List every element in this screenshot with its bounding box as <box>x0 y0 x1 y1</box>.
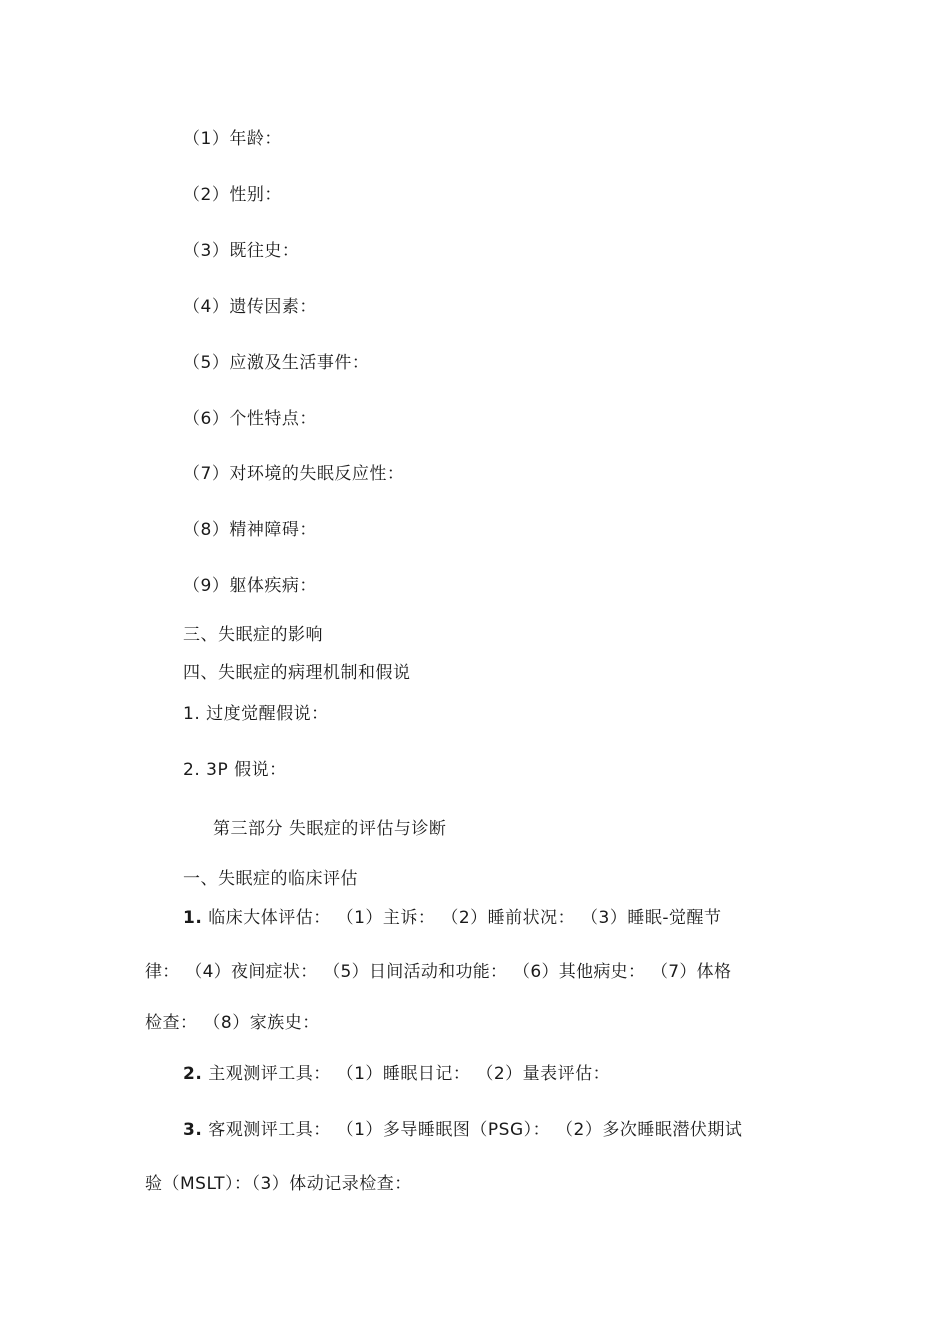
factor-item: （7）对环境的失眠反应性： <box>183 464 405 484</box>
factor-item: （5）应激及生活事件： <box>183 353 370 373</box>
assessment-item-3 <box>183 1118 742 1142</box>
item-text: 客观测评工具： （1）多导睡眠图（PSG）： （2）多次睡眠潜伏期试 <box>208 1120 743 1140</box>
section-heading-mechanism: 四、失眠症的病理机制和假说 <box>183 663 411 683</box>
factor-item: （8）精神障碍： <box>183 520 317 540</box>
assessment-item-1 <box>183 906 722 930</box>
hypothesis-item: 2. 3P 假说： <box>183 760 287 780</box>
item-text: 临床大体评估： （1）主诉： （2）睡前状况： （3）睡眠-觉醒节 <box>208 908 722 928</box>
assessment-item-1-continued: 律： （4）夜间症状： （5）日间活动和功能： （6）其他病史： （7）体格 <box>145 962 732 982</box>
item-number: 1. <box>183 908 203 928</box>
factor-item: （2）性别： <box>183 185 282 205</box>
assessment-item-2 <box>183 1062 610 1086</box>
factor-item: （9）躯体疾病： <box>183 576 317 596</box>
factor-item: （4）遗传因素： <box>183 297 317 317</box>
item-number: 2. <box>183 1064 203 1084</box>
assessment-item-1-continued: 检查： （8）家族史： <box>145 1013 320 1033</box>
factor-item: （1）年龄： <box>183 129 282 149</box>
section-heading-clinical: 一、失眠症的临床评估 <box>183 869 358 889</box>
factor-item: （3）既往史： <box>183 241 300 261</box>
assessment-item-3-continued: 验（MSLT）：（3）体动记录检查： <box>145 1174 412 1194</box>
hypothesis-item: 1. 过度觉醒假说： <box>183 704 329 724</box>
part-title: 第三部分 失眠症的评估与诊断 <box>213 819 447 839</box>
item-text: 主观测评工具： （1）睡眠日记： （2）量表评估： <box>208 1064 611 1084</box>
section-heading-impact: 三、失眠症的影响 <box>183 625 323 645</box>
factor-item: （6）个性特点： <box>183 409 317 429</box>
item-number: 3. <box>183 1120 203 1140</box>
